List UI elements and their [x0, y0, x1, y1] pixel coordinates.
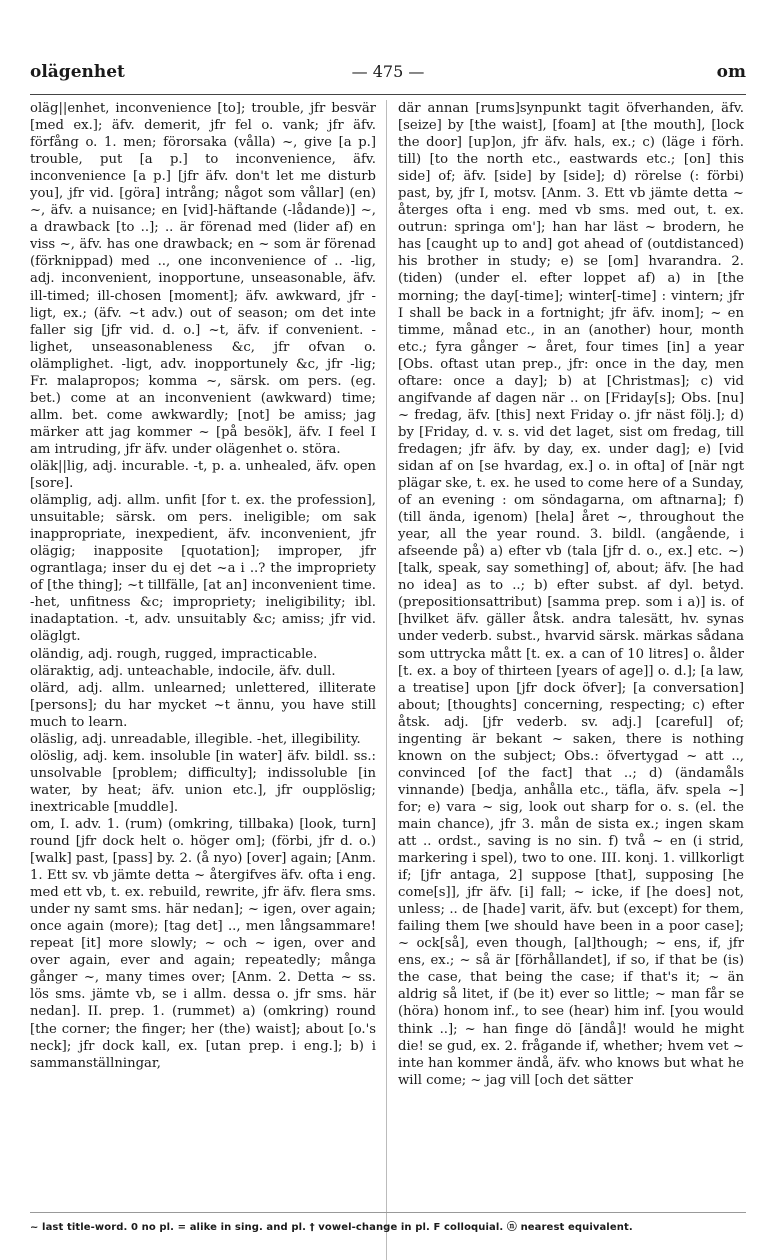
entry-olard: olärd, adj. allm. unlearned; unlettered, illiterate [persons]; du har mycket ~t ännu, you have still much to learn. — [30, 680, 376, 730]
entry-olandig: oländig, adj. rough, rugged, impracticable. — [30, 646, 318, 662]
column-divider — [386, 100, 387, 1260]
entry-olaklig: oläk||lig, adj. incurable. -t, p. a. unhealed, äfv. open [sore]. — [30, 458, 376, 492]
footer-rule — [30, 1212, 746, 1213]
guide-word-left: olägenhet — [30, 62, 125, 82]
entry-olamplig: olämplig, adj. allm. unfit [for t. ex. the profession], unsuitable; särsk. om pers. ineligible; om sak inappropriate, inexpedient, äfv. inconvenient, jfr olägig; inapposite [quotation]; improper, jfr ograntlaga; inser du ej det ~a i ..? the impropriety of [the thing]; ~t tillfälle, [at an] inconvenient time. -het, unfitness &c; impropriety; ineligibility; ibl. inadaptation. -t, adv. unsuitably &c; amiss; jfr vid. oläglgt. — [30, 493, 376, 645]
header-rule — [30, 94, 746, 95]
entry-om-continued: där annan [rums]synpunkt tagit öfverhanden, äfv. [seize] by [the waist], [foam] at [the mouth], [lock the door] [up]on, jfr äfv. hals, ex.; c) (läge i förh. till) [to the north etc., eastwards etc.; [on] this side] of; äfv. [side] by [side]; d) rörelse (: förbi) past, by, jfr I, motsv. [Anm. 3. Ett vb jämte detta ~ återges ofta i eng. med vb sms. med out, t. ex. outrun: springa om']; han har läst ~ brodern, he has [caught up to and] got ahead of (outdistanced) his brother in study; e) se [om] hvarandra. 2. (tiden) (under el. efter loppet af) a) in [the morning; the day[-time]; winter[-time] : vintern; jfr I shall be back in a fortnight; jfr äfv. inom]; ~ en timme, månad etc., in an (another) hour, month etc.; fyra gånger ~ året, four times [in] a year [Obs. oftast utan prep., jfr: once in the day, men oftare: once a day]; b) at [Christmas]; c) vid angifvande af dagen när .. on [Friday[s]; Obs. [nu] ~ fredag, äfv. [this] next Friday o. jfr näst följ.]; d) by [Friday, d. v. s. vid det laget, sist om fredag, till fredagen; jfr äfv. by day, ex. under dag]; e) [vid sidan af on [se hvardag, ex.] o. in ofta] of [när ngt plägar ske, t. ex. he used to come here of a Sunday, of an evening : om söndagarna, om aftnarna]; f) (till ända, igenom) [hela] året ~, throughout the year, all the year round. 3. bildl. (angående, i afseende på) a) efter vb (tala [jfr d. o., ex.] etc. ~) [talk, speak, say something] of, about; äfv. [he had no idea] as to ..; b) efter subst. af dyl. betyd. (prepositionsattribut) [samma prep. som i a)] is. of [hvilket äfv. gäller åtsk. andra talesätt, hv. synas under vederb. subst., hvarvid särsk. märkas sådana som uttrycka mått [t. ex. a can of 10 litres] o. ålder [t. ex. a boy of thirteen [years of age]] o. d.]; [a law, a treatise] upon [jfr dock öfver]; [a conversation] about; [thoughts] concerning, respecting; c) efter åtsk. adj. [jfr vederb. sv. adj.] [careful] of; ingenting är bekant ~ saken, there is nothing known on the subject; Obs.: öfvertygad ~ att .., convinced [of the fact] that ..; d) (ändamåls vinnande) [bedja, anhålla etc., täfla, äfv. spela ~] for; e) vara ~ sig, look out sharp for o. s. (el. the main chance), jfr 3. mån de sista ex.; ingen skam att .. ordst., saving is no sin. f) två ~ en (i strid, markering i spel), two to one. III. konj. 1. villkorligt if; [jfr antaga, 2] suppose [that], supposing [he come[s]], jfr äfv. [i] fall; ~ icke, if [he does] not, unless; .. de [hade] varit, äfv. but (except) for them, failing them [we should have been in a poor case]; ~ ock[så], even though, [al]though; ~ ens, if, jfr ens, ex.; ~ så är [förhållandet], if so, if that be (is) the case, that being the case; if that's it; ~ än aldrig så litet, if (be it) ever so little; ~ man får se (höra) honom inf., to see (hear) him inf. [you would think ..]; ~ han finge dö [ändå]! would he might die! se gud, ex. 2. frågande if, whether; hvem vet ~ inte han kommer ändå, äfv. who knows but what he will come; ~ jag vill [och det sätter — [398, 101, 744, 1088]
page-number: — 475 — — [351, 62, 425, 81]
entry-olagenhet: oläg||enhet, inconvenience [to]; trouble, jfr besvär [med ex.]; äfv. demerit, jfr fel o. vank; jfr äfv. förfång o. 1. men; förorsaka (vålla) ~, give [a p.] trouble, put [a p.] to inconvenience, äfv. inconvenience [a p.] [jfr äfv. don't let me disturb you], jfr vid. [göra] intrång; något som vållar] (en) ~, äfv. a nuisance; en [vid]-häftande (-lådande)] ~, a drawback [to ..]; .. är förenad med (lider af) en viss ~, äfv. has one drawback; en ~ som är förenad (förknippad) med .., one inconvenience of .. -lig, adj. inconvenient, inopportune, unseasonable, äfv. ill-timed; ill-chosen [moment]; äfv. awkward, jfr -ligt, ex.; (äfv. ~t adv.) out of season; om det inte faller sig [jfr vid. d. o.] ~t, äfv. if convenient. -lighet, unseasonableness &c, jfr ofvan o. olämplighet. -ligt, adv. inopportunely &c, jfr -lig; Fr. malapropos; komma ~, särsk. om pers. (eg. bet.) come at an inconvenient (awkward) time; allm. bet. come awkwardly; [not] be amiss; jag märker att jag kommer ~ [på besök], äfv. I feel I am intruding, jfr äfv. under olägenhet o. störa. — [30, 101, 376, 457]
running-header — [30, 62, 746, 90]
right-column — [398, 100, 744, 1210]
entry-olaraktig: oläraktig, adj. unteachable, indocile, äfv. dull. — [30, 663, 336, 679]
guide-word-right: om — [716, 62, 746, 82]
left-column — [30, 100, 376, 1210]
entry-om: om, I. adv. 1. (rum) (omkring, tillbaka) [look, turn] round [jfr dock helt o. höger om]; (förbi, jfr d. o.) [walk] past, [pass] by. 2. (å nyo) [over] again; [Anm. 1. Ett sv. vb jämte detta ~ återgifves äfv. ofta i eng. med ett vb, t. ex. rebuild, rewrite, jfr äfv. flera sms. under ny samt sms. här nedan]; ~ igen, over again; once again (more); [tag det] .., men långsammare! repeat [it] more slowly; ~ och ~ igen, over and over again, ever and again; repeatedly; många gånger ~, many times over; [Anm. 2. Detta ~ ss. lös sms. jämte vb, se i allm. dessa o. jfr sms. här nedan]. II. prep. 1. (rummet) a) (omkring) round [the corner; the finger; her (the) waist]; about [o.'s neck]; jfr dock kall, ex. [utan prep. i eng.]; b) i sammanställningar, — [30, 816, 376, 1071]
footer-legend: ~ last title-word. 0 no pl. = alike in sing. and pl. † vowel-change in pl. F colloquial. ⓝ nearest equivalent. — [30, 1222, 633, 1233]
entry-oloslig: olöslig, adj. kem. insoluble [in water] äfv. bildl. ss.: unsolvable [problem; difficulty]; indissoluble [in water, by heat; äfv. union etc.], jfr oupplöslig; inextricable [muddle]. — [30, 748, 376, 815]
entry-olaslig: oläslig, adj. unreadable, illegible. -het, illegibility. — [30, 731, 361, 747]
